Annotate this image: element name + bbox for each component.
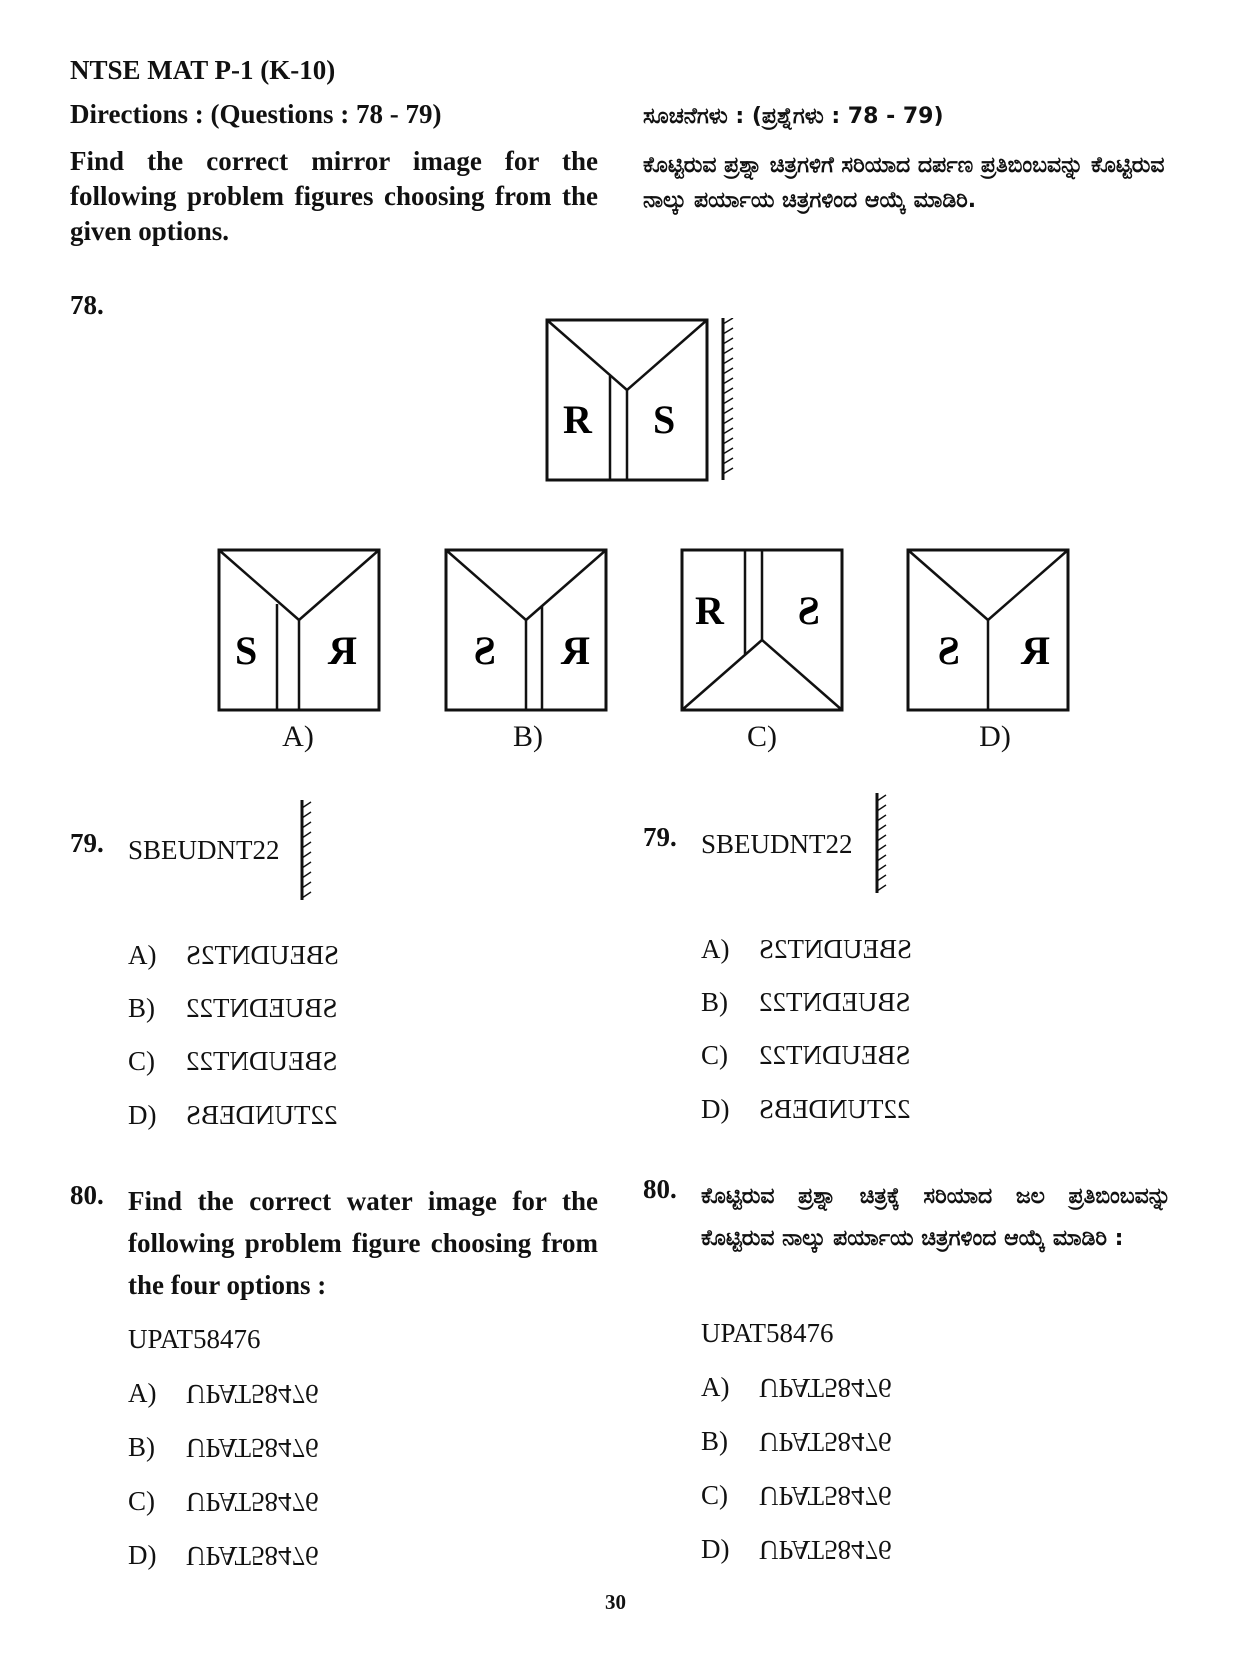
q79-option-b-text: SBUEDNT22 (186, 993, 338, 1023)
q79-number-kn: 79. (643, 822, 677, 852)
q80-number-en: 80. (70, 1180, 104, 1210)
q79-option-c-kn[interactable]: C) SBEUDNT22 (701, 1040, 911, 1070)
q79-word-en: SBEUDNT22 (128, 835, 280, 865)
q79-mirror-en (298, 800, 312, 900)
opt-c-letter-s-mirrored: S (797, 588, 820, 633)
opt-b-letter-s-mirrored: S (473, 628, 496, 673)
q79-option-b-kn[interactable]: B) SBUEDNT22 (701, 987, 911, 1017)
directions-en: Directions : (Questions : 78 - 79) (70, 99, 442, 129)
opt-b-letter-r-mirrored: R (561, 628, 590, 673)
q78-letter-r: R (563, 397, 592, 442)
q79-option-d-text: 22TUNDEBS (186, 1100, 338, 1130)
q79-word-kn: SBEUDNT22 (701, 829, 853, 859)
q78-problem-figure (545, 318, 745, 488)
q80-option-c-kn[interactable]: C) UPAT58476 (701, 1480, 892, 1511)
q80-option-a-kn[interactable]: A) UPAT58476 (701, 1372, 892, 1403)
q78-option-b-figure[interactable] (444, 548, 610, 714)
page-number: 30 (605, 1590, 626, 1614)
opt-d-letter-r-mirrored: R (1021, 628, 1050, 673)
q79-option-c-en[interactable]: C) SBEUDNT22 (128, 1046, 338, 1076)
q78-option-d-figure[interactable] (906, 548, 1072, 714)
q79-option-b-en[interactable]: B) SBUEDNT22 (128, 993, 338, 1023)
opt-d-letter-s-mirrored: S (937, 628, 960, 673)
q80-option-b-en[interactable]: B) UPAT58476 (128, 1432, 319, 1463)
q80-number-kn: 80. (643, 1174, 677, 1204)
q79-mirror-kn (873, 793, 887, 893)
q80-option-d-kn[interactable]: D) UPAT58476 (701, 1534, 892, 1565)
q78-option-d-label[interactable]: D) (979, 720, 1011, 753)
q78-option-a-label[interactable]: A) (282, 720, 314, 753)
instruction-kn: ಕೊಟ್ಟಿರುವ ಪ್ರಶ್ನಾ ಚಿತ್ರಗಳಿಗೆ ಸರಿಯಾದ ದರ್ಪಣ ಪ್ರತಿಬಿಂಬವನ್ನು ಕೊಟ್ಟಿರುವ ನಾಲ್ಕು ಪರ್ಯಾಯ ಚಿತ್ರಗಳಿಂದ ಆಯ್ಕೆ ಮಾಡಿರಿ. (643, 153, 1165, 213)
q80-option-d-text: UPAT58476 (186, 1541, 319, 1571)
exam-title: NTSE MAT P-1 (K-10) (70, 55, 336, 85)
q79-option-a-text: SBEUDNT2S (186, 940, 340, 970)
q80-option-b-text: UPAT58476 (186, 1433, 319, 1463)
q79-option-a-en[interactable]: A) SBEUDNT2S (128, 940, 340, 970)
q80-word-en: UPAT58476 (128, 1324, 261, 1354)
q78-option-c-label[interactable]: C) (747, 720, 777, 753)
q78-option-a-figure[interactable] (217, 548, 383, 714)
q79-number-en: 79. (70, 828, 104, 858)
q80-option-d-en[interactable]: D) UPAT58476 (128, 1540, 319, 1571)
q80-word-kn: UPAT58476 (701, 1318, 834, 1348)
q78-option-c-figure[interactable] (680, 548, 846, 714)
instruction-en: Find the correct mirror image for the following problem figures choosing from the given options. (70, 146, 598, 246)
q78-letter-s: S (653, 397, 676, 442)
q80-option-a-en[interactable]: A) UPAT58476 (128, 1378, 319, 1409)
opt-c-letter-r: R (695, 588, 724, 633)
q78-option-b-label[interactable]: B) (513, 720, 543, 753)
q80-text-kn: ಕೊಟ್ಟಿರುವ ಪ್ರಶ್ನಾ ಚಿತ್ರಕ್ಕೆ ಸರಿಯಾದ ಜಲ ಪ್ರತಿಬಿಂಬವನ್ನು ಕೊಟ್ಟಿರುವ ನಾಲ್ಕು ಪರ್ಯಾಯ ಚಿತ್ರಗಳಿಂದ ಆಯ್ಕೆ ಮಾಡಿರಿ : (701, 1184, 1171, 1251)
q80-option-c-en[interactable]: C) UPAT58476 (128, 1486, 319, 1517)
q79-option-d-kn[interactable]: D) 22TUNDEBS (701, 1094, 911, 1124)
opt-a-letter-r-mirrored: R (328, 628, 357, 673)
q80-option-a-text: UPAT58476 (186, 1379, 319, 1409)
q79-option-d-en[interactable]: D) 22TUNDEBS (128, 1100, 338, 1130)
q79-option-a-kn[interactable]: A) SBEUDNT2S (701, 934, 913, 964)
opt-a-letter-s: S (235, 628, 258, 673)
q80-text-en: Find the correct water image for the following problem figure choosing from the four options : (128, 1186, 598, 1300)
directions-kn: ಸೂಚನೆಗಳು : (ಪ್ರಶ್ನೆಗಳು : 78 - 79) (643, 104, 944, 129)
q80-option-c-text: UPAT58476 (186, 1487, 319, 1517)
q78-number: 78. (70, 290, 104, 320)
q80-option-b-kn[interactable]: B) UPAT58476 (701, 1426, 892, 1457)
q79-option-c-text: SBEUDNT22 (186, 1046, 338, 1076)
